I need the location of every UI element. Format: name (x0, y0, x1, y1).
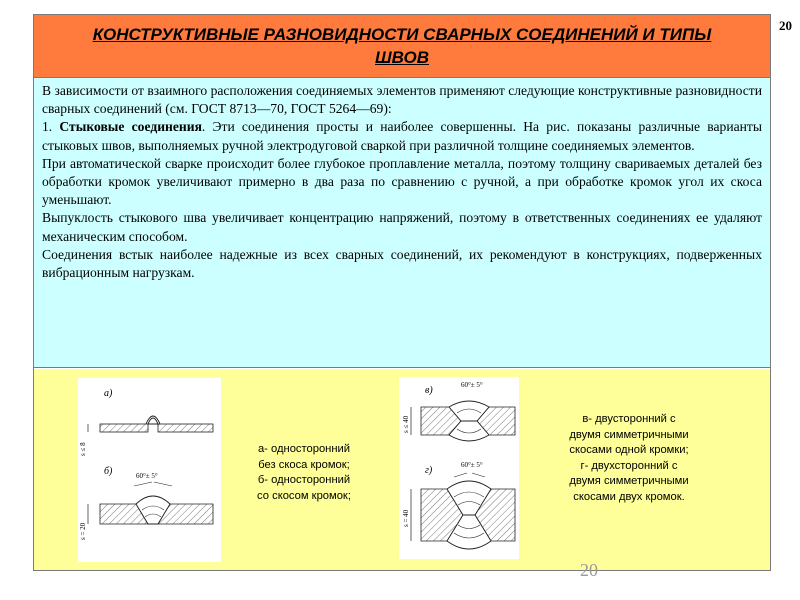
dim-g: s = 40 (402, 509, 410, 527)
label-a: а) (104, 388, 113, 399)
caption-line: двумя симметричными (569, 475, 689, 487)
page-number: 20 (779, 18, 792, 33)
text-panel (34, 78, 770, 368)
slide-title: КОНСТРУКТИВНЫЕ РАЗНОВИДНОСТИ СВАРНЫХ СОЕДИНЕНИЙ И ТИПЫ ШВОВ (92, 25, 712, 67)
caption-line: г- двухсторонний с (580, 459, 678, 472)
caption-line: а- односторонний (257, 443, 351, 455)
paragraph-automatic-welding: При автоматической сварке происходит более глубокое проплавление металла, поэтому толщину свариваемых деталей без обработки кромок увеличивают примерно в два раза по сравнению с ручной, а при обработке кромок угол их скоса уменьшают. (42, 155, 762, 208)
weld-diagram-a-b (78, 378, 221, 562)
caption-line: без скоса кромок; (258, 458, 350, 471)
paragraph-intro: В зависимости от взаимного расположения соединяемых элементов применяют следующие конструктивные разновидности сварных соединений (см. ГОСТ 8713—70, ГОСТ 5264—69): (42, 83, 762, 117)
paragraph-butt-joints (42, 118, 762, 154)
figure-panel (34, 369, 770, 570)
figure-single-sided-welds (78, 378, 221, 562)
angle-g: 60°± 5° (461, 461, 483, 469)
footer-page-number: 20 (580, 560, 598, 580)
weld-bead-a (148, 418, 158, 424)
weld-diagram-v-g (399, 377, 519, 559)
paragraph-reliability: Соединения встык наиболее надежные из всех сварных соединений, их рекомендуют в конструкциях, подверженных вибрационным нагрузкам. (42, 246, 762, 281)
dim-v: s ≤ 40 (402, 415, 410, 433)
caption-line: в- двусторонний с (582, 413, 676, 425)
dim-a: s ≤ 8 (79, 442, 87, 456)
paragraph-butt-joints-text: . Эти соединения просты и наиболее совершенны. На рис. показаны различные варианты стыковых швов, выполняемых ручной электродуговой сваркой при различной толщине соединяемых элементов. (42, 119, 762, 153)
title-bar (34, 15, 770, 78)
caption-line: скосами двух кромок. (573, 490, 685, 503)
figure-double-sided-welds (399, 377, 519, 559)
angle-v: 60°± 5° (461, 381, 483, 389)
caption-line: б- односторонний (257, 474, 351, 486)
slide (33, 14, 771, 571)
caption-right (534, 412, 724, 505)
paragraph-convexity: Выпуклость стыкового шва увеличивает концентрацию напряжений, поэтому в ответственных соединениях ее удаляют механическим способом. (42, 210, 762, 244)
label-g: г) (425, 465, 433, 476)
caption-line: двумя симметричными (569, 428, 689, 441)
dim-b: s = 20 (79, 522, 87, 540)
plate-a-right (158, 424, 213, 432)
label-v: в) (425, 385, 433, 396)
plate-a-left (100, 424, 148, 432)
label-b: б) (104, 466, 113, 477)
caption-left (239, 442, 369, 504)
angle-b: 60°± 5° (136, 472, 158, 480)
caption-line: скосами одной кромки; (569, 444, 689, 456)
list-number: 1. (42, 119, 60, 135)
caption-line: со скосом кромок; (257, 489, 351, 502)
term-butt-joints: Стыковые соединения (59, 119, 202, 135)
